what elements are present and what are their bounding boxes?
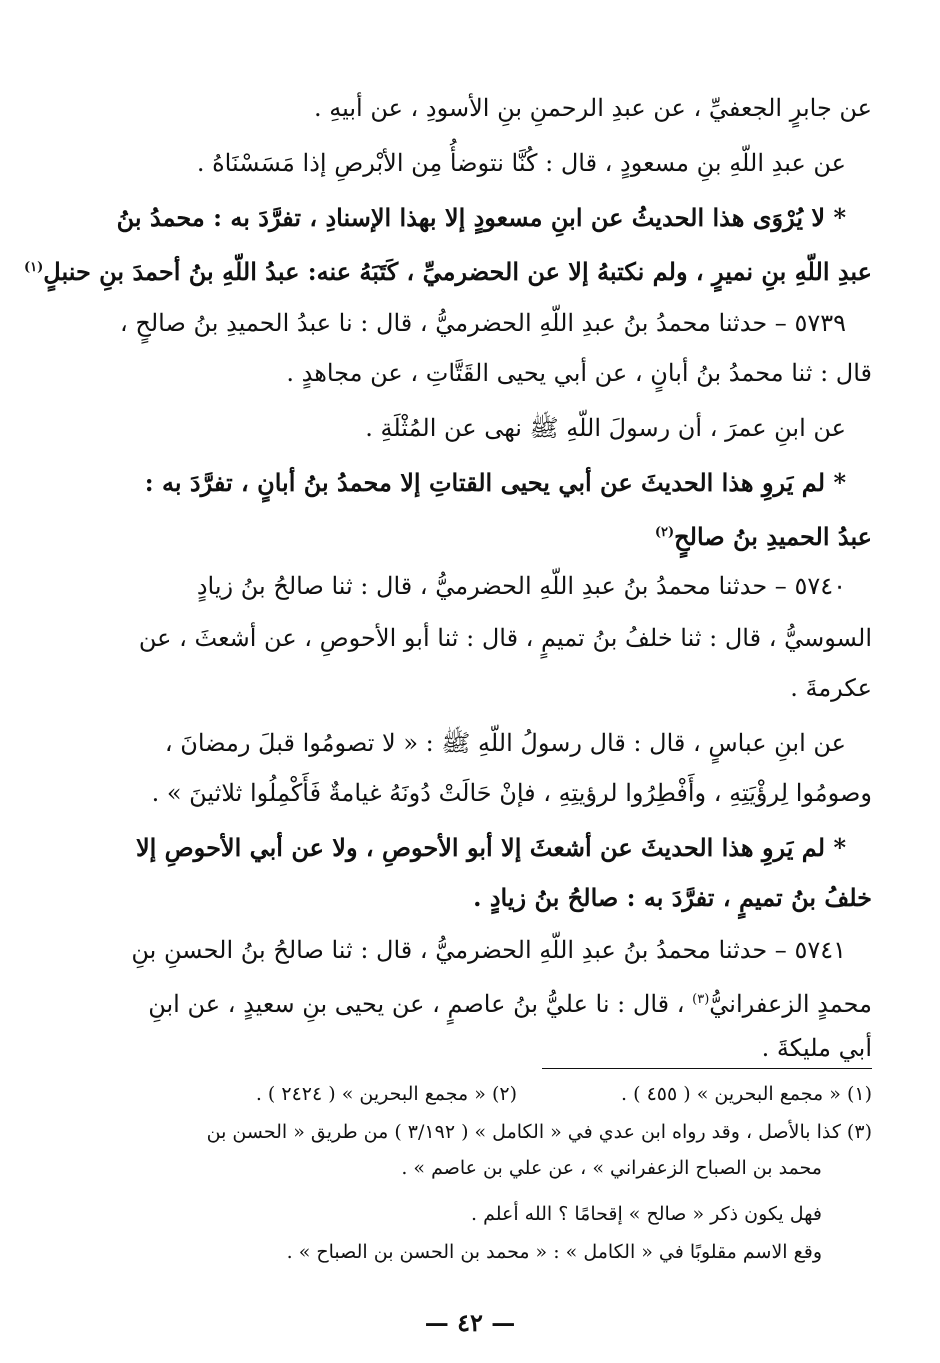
hadith-5739-line-2 <box>67 355 872 391</box>
line-text: عكرمةَ . <box>790 674 872 702</box>
line-text: السوسيُّ ، قال : ثنا خلفُ بنُ تميمٍ ، قال : ثنا أبو الأحوصِ ، عن أشعثَ ، عن <box>138 624 872 652</box>
line-text: عبدُ الحميدِ بنُ صالحٍ <box>674 522 872 551</box>
line-text: وصومُوا لِرؤْيَتِهِ ، وأَفْطِرُوا لرؤيتِهِ ، فإنْ حَالَتْ دُونَهُ غيامةٌ فَأَكْمِلُوا ثلاثينَ » . <box>151 779 872 807</box>
footnote-ref-1: (١) <box>23 260 44 275</box>
line-text: خلفُ بنُ تميمٍ ، تفرَّدَ به : صالحُ بنُ زيادٍ . <box>473 883 872 912</box>
text-line-4 <box>23 250 872 290</box>
line-text: ٥٧٣٩ – حدثنا محمدُ بنُ عبدِ اللّهِ الحضرميُّ ، قال : نا عبدُ الحميدِ بنُ صالحٍ ، <box>120 309 846 337</box>
line-text: أبي مليكةَ . <box>761 1034 872 1062</box>
line-text: عن ابنِ عمرَ ، أن رسولَ اللّهِ ﷺ نهى عن المُثْلَةِ . <box>365 414 846 442</box>
line-text: عن عبدِ اللّهِ بنِ مسعودٍ ، قال : كُنَّا نتوضأُ مِن الأبْرصِ إذا مَسَسْنَاهُ . <box>196 149 846 177</box>
footnote-ref-3: (٣) <box>692 992 710 1007</box>
footnote-1: (١) « مجمع البحرين » ( ٤٥٥ ) . <box>621 1083 872 1105</box>
line-text: * لا يُرْوَى هذا الحديثُ عن ابنِ مسعودٍ إلا بهذا الإسنادِ ، تفرَّدَ به : محمدُ بنُ <box>116 203 846 232</box>
hadith-5740-line-3 <box>67 670 872 706</box>
hadith-5740-line-4 <box>66 725 846 761</box>
footnote-2: (٢) « مجمع البحرين » ( ٢٤٢٤ ) . <box>255 1083 517 1105</box>
footnote-ref-2: (٢) <box>654 525 675 540</box>
line-text: محمدٍ الزعفرانيُّ <box>709 990 872 1018</box>
line-text: ٥٧٤٠ – حدثنا محمدُ بنُ عبدِ اللّهِ الحضرميُّ ، قال : ثنا صالحُ بنُ زيادٍ <box>196 572 846 600</box>
text-line-16 <box>67 880 872 916</box>
text-line-2 <box>66 145 846 181</box>
hadith-5740-line-5 <box>67 775 872 811</box>
line-text: عبدِ اللّهِ بنِ نميرٍ ، ولم نكتبهُ إلا عن الحضرميِّ ، كَتَبَهُ عنه: عبدُ اللّهِ بنُ أحمدَ بنِ حنبلٍ <box>43 257 872 286</box>
footnote-3-line-1: (٣) كذا بالأصل ، وقد رواه ابن عدي في « الكامل » ( ٣/١٩٢ ) من طريق « الحسن بن <box>206 1121 872 1143</box>
line-text-continuation: ، قال : نا عليُّ بنُ عاصمٍ ، عن يحيى بنِ سعيدٍ ، عن ابنِ <box>148 990 685 1018</box>
page-number: — ٤٢ — <box>424 1308 516 1337</box>
hadith-5740-line-1 <box>66 568 846 604</box>
footnote-3-line-2: محمد بن الصباح الزعفراني » ، عن علي بن عاصم » . <box>401 1157 822 1179</box>
hadith-5740-line-2 <box>67 620 872 656</box>
text-line-9 <box>67 515 872 555</box>
line-text: عن ابنِ عباسٍ ، قال : قال رسولُ اللّهِ ﷺ : « لا تصومُوا قبلَ رمضانَ ، <box>164 729 846 757</box>
text-line-3 <box>66 200 846 236</box>
footnotes-1-2 <box>67 1080 872 1108</box>
footnote-separator <box>542 1068 872 1069</box>
footnote-3-line-4: وقع الاسم مقلوبًا في « الكامل » : « محمد بن الحسن بن الصباح » . <box>286 1241 822 1263</box>
text-line-15 <box>66 830 846 866</box>
line-text: ٥٧٤١ – حدثنا محمدُ بنُ عبدِ اللّهِ الحضرميُّ ، قال : ثنا صالحُ بنُ الحسنِ بنِ <box>131 936 846 964</box>
hadith-5739-line-1 <box>66 305 846 341</box>
line-text: عن جابرٍ الجعفيِّ ، عن عبدِ الرحمنِ بنِ الأسودِ ، عن أبيهِ . <box>313 94 872 122</box>
line-text: * لم يَروِ هذا الحديثَ عن أبي يحيى القتاتِ إلا محمدُ بنُ أبانٍ ، تفرَّدَ به : <box>144 468 846 497</box>
hadith-5739-line-3 <box>66 410 846 446</box>
line-text: قال : ثنا محمدُ بنُ أبانٍ ، عن أبي يحيى القَتَّاتِ ، عن مجاهدٍ . <box>286 359 872 387</box>
hadith-5741-line-1 <box>66 932 846 968</box>
line-text: * لم يَروِ هذا الحديثَ عن أشعثَ إلا أبو الأحوصِ ، ولا عن أبي الأحوصِ إلا <box>135 833 846 862</box>
hadith-5741-line-2 <box>67 982 872 1022</box>
hadith-5741-line-3 <box>67 1030 872 1066</box>
text-line-8 <box>66 465 846 501</box>
text-line-1 <box>67 90 872 126</box>
footnote-3-line-3: فهل يكون ذكر « صالح » إقحامًا ؟ الله أعلم . <box>471 1203 822 1225</box>
